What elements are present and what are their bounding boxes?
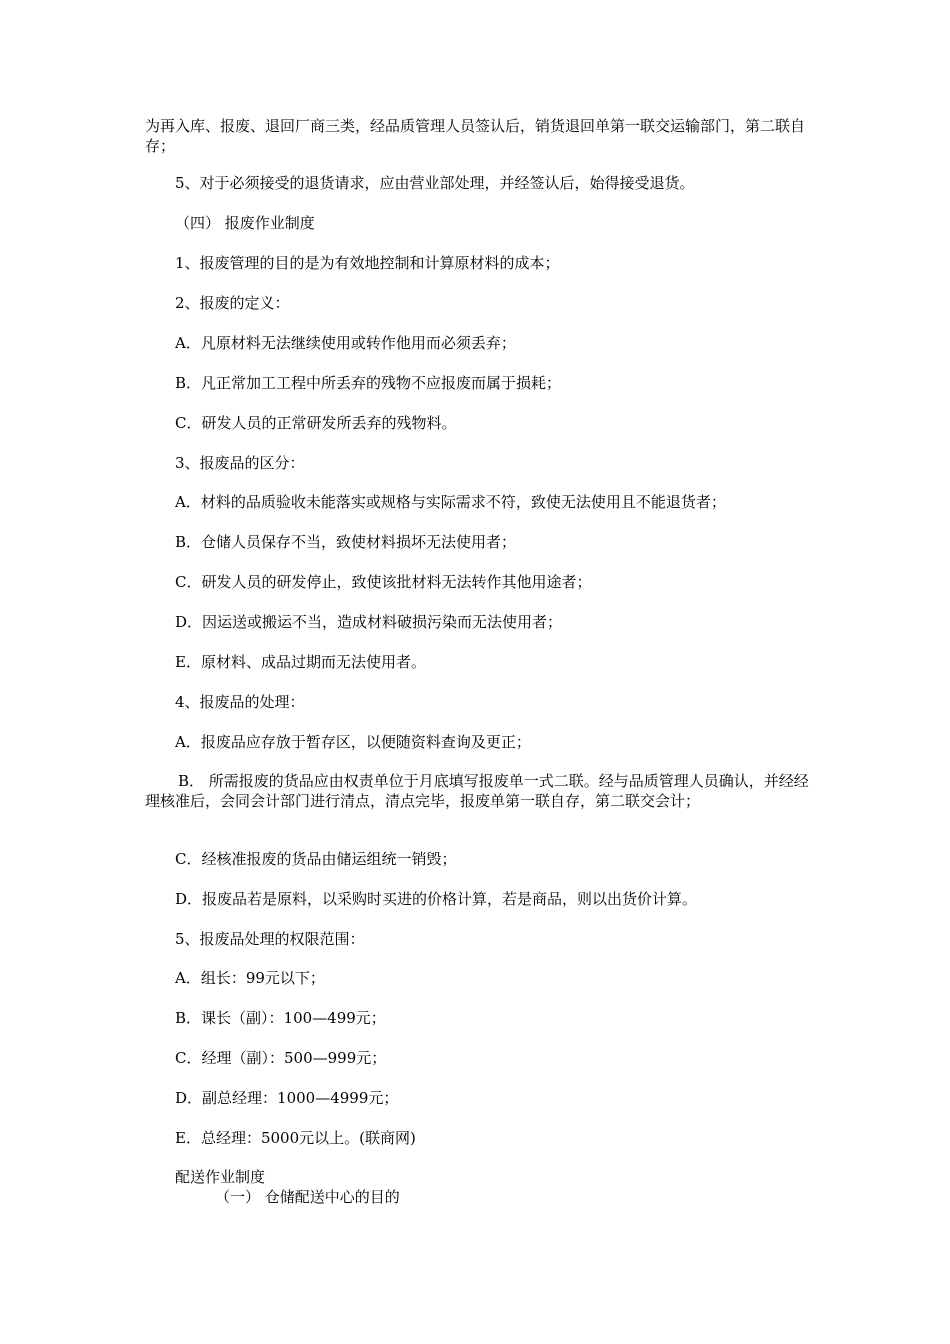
paragraph-return-classification: 为再入库、报废、退回厂商三类，经品质管理人员签认后，销货退回单第一联交运输部门，第二联自存； [145, 117, 806, 155]
list-item-classification-a: A．材料的品质验收未能落实或规格与实际需求不符，致使无法使用且不能退货者； [175, 493, 726, 511]
list-item-definition-a: A．凡原材料无法继续使用或转作他用而必须丢弃； [175, 334, 516, 352]
list-item-authority-d: D．副总经理：1000—4999元； [175, 1089, 399, 1107]
list-item-classification-c: C．研发人员的研发停止，致使该批材料无法转作其他用途者； [175, 573, 592, 591]
list-item-definition-c: C．研发人员的正常研发所丢弃的残物料。 [175, 414, 457, 432]
paragraph-scrap-purpose: 1、报废管理的目的是为有效地控制和计算原材料的成本； [175, 254, 560, 272]
subsection-heading-warehouse-purpose: （一） 仓储配送中心的目的 [215, 1188, 400, 1206]
list-item-definition-b: B．凡正常加工工程中所丢弃的残物不应报废而属于损耗； [175, 374, 562, 392]
list-item-handling-c: C．经核准报废的货品由储运组统一销毁； [175, 850, 457, 868]
list-item-authority-e: E．总经理：5000元以上。(联商网) [175, 1129, 416, 1147]
list-item-handling-a: A．报废品应存放于暂存区，以便随资料查询及更正； [175, 733, 531, 751]
paragraph-scrap-classification: 3、报废品的区分： [175, 454, 305, 472]
paragraph-authority-range: 5、报废品处理的权限范围： [175, 930, 365, 948]
list-item-classification-b: B．仓储人员保存不当，致使材料损坏无法使用者； [175, 533, 517, 551]
paragraph-scrap-definition: 2、报废的定义： [175, 294, 290, 312]
paragraph-return-acceptance: 5、对于必须接受的退货请求，应由营业部处理，并经签认后，始得接受退货。 [175, 174, 695, 192]
section-heading-delivery: 配送作业制度 [175, 1168, 266, 1186]
list-item-authority-b: B．课长（副）：100—499元； [175, 1009, 386, 1027]
list-item-classification-e: E．原材料、成品过期而无法使用者。 [175, 653, 426, 671]
paragraph-scrap-handling: 4、报废品的处理： [175, 693, 305, 711]
section-heading-scrap: （四） 报废作业制度 [175, 214, 315, 232]
list-item-handling-b: B． 所需报废的货品应由权责单位于月底填写报废单一式二联。经与品质管理人员确认，并经经理核准后，会同会计部门进行清点，清点完毕，报废单第一联自存，第二联交会计； [145, 772, 809, 810]
list-item-classification-d: D．因运送或搬运不当，造成材料破损污染而无法使用者； [175, 613, 563, 631]
list-item-authority-a: A．组长：99元以下； [175, 969, 325, 987]
list-item-authority-c: C．经理（副）：500—999元； [175, 1049, 387, 1067]
list-item-handling-d: D．报废品若是原料，以采购时买进的价格计算，若是商品，则以出货价计算。 [175, 890, 698, 908]
